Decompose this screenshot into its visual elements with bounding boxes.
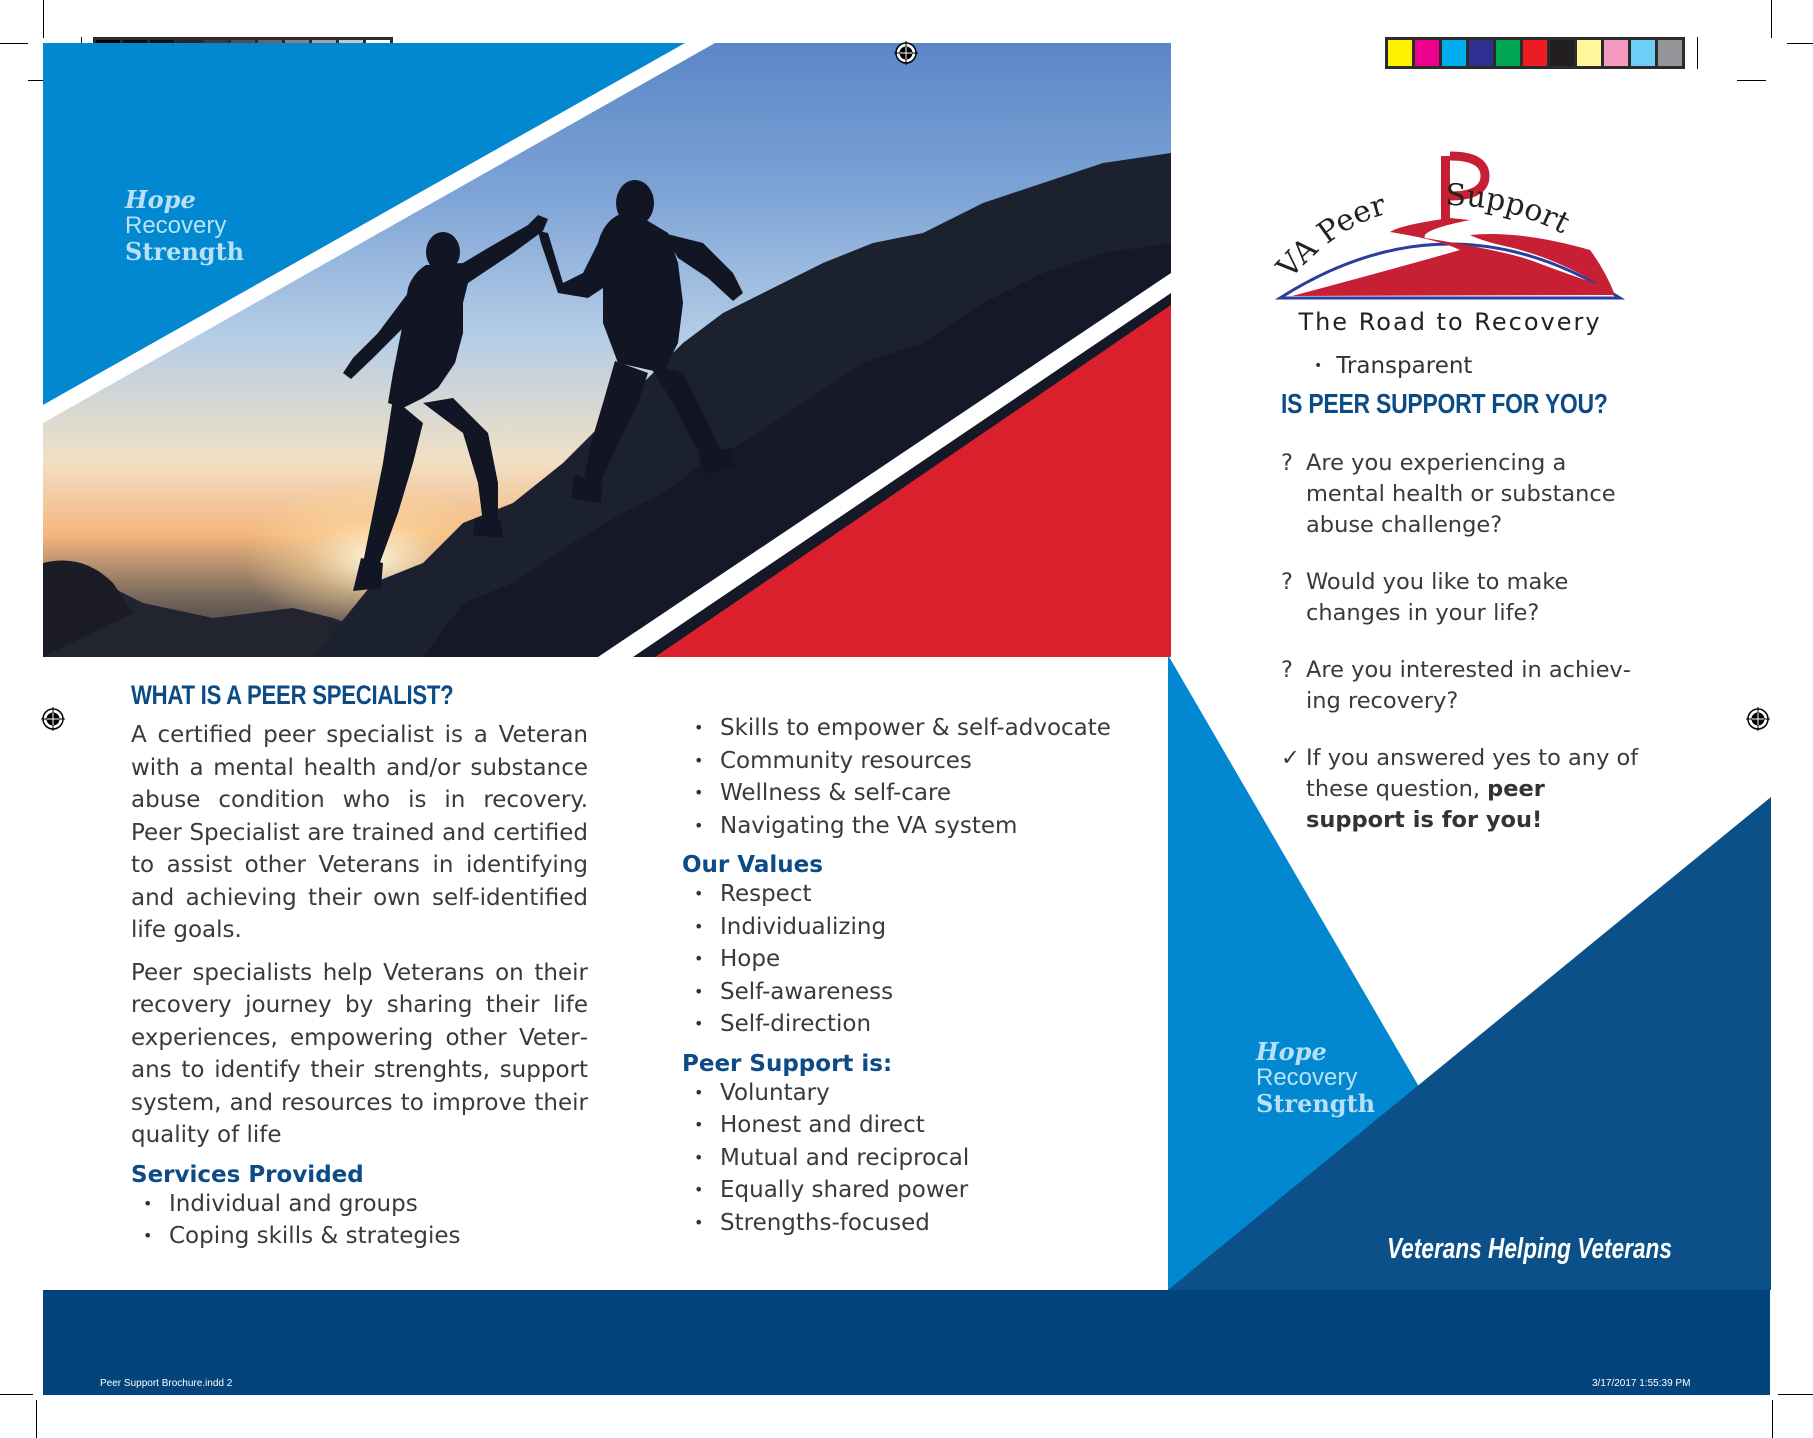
list-item: • Hope: [682, 943, 1122, 976]
list-item: • Navigating the VA system: [682, 810, 1122, 843]
left-panel: [131, 680, 588, 1253]
question-text: Are you experiencing a mental health or substance abuse challenge?: [1306, 450, 1616, 538]
question-mark-icon: ?: [1281, 450, 1293, 476]
logo-support-text: Support: [1444, 177, 1576, 242]
color-calibration-bar: [1385, 37, 1685, 69]
tagline-strength: Strength: [1256, 1089, 1376, 1118]
decorative-shapes: [43, 43, 1171, 657]
tagline-recovery: Recovery: [1256, 1064, 1358, 1091]
list-item: • Individual and groups: [131, 1188, 588, 1221]
services-list-continued: [682, 712, 1122, 842]
services-list: [131, 1188, 588, 1253]
crop-mark: [43, 0, 44, 38]
list-item: • Strengths-focused: [682, 1207, 1122, 1240]
list-item: • Wellness & self-care: [682, 777, 1122, 810]
crop-mark: [0, 43, 28, 44]
va-peer-support-logo: [1270, 150, 1630, 340]
question-text: Are you interested in achieving recovery?: [1306, 657, 1631, 714]
bullet-text: Transparent: [1336, 353, 1473, 379]
registration-mark-icon: [894, 41, 918, 65]
bullet-icon: •: [1314, 358, 1323, 374]
conclusion-item: [1281, 743, 1641, 836]
tagline-hope: Hope: [1256, 1037, 1327, 1066]
peer-support-is-heading: Peer Support is:: [682, 1050, 893, 1077]
crop-mark: [1771, 0, 1772, 38]
values-list: [682, 878, 1122, 1041]
our-values-heading: Our Values: [682, 852, 823, 878]
is-peer-support-for-you-heading: IS PEER SUPPORT FOR YOU?: [1281, 388, 1608, 419]
list-item: • Individualizing: [682, 911, 1122, 944]
list-item: • Voluntary: [682, 1077, 1122, 1110]
question-mark-icon: ?: [1281, 569, 1293, 595]
logo-va-peer-text: VA Peer: [1270, 187, 1390, 286]
list-item: • Honest and direct: [682, 1109, 1122, 1142]
list-item: • Self-awareness: [682, 976, 1122, 1009]
color-swatch: [1388, 40, 1412, 66]
hero-banner: [43, 43, 1171, 657]
crop-mark: [1787, 43, 1813, 44]
list-item: • Community resources: [682, 745, 1122, 778]
tagline-hope: Hope: [125, 185, 196, 214]
peer-specialist-paragraph-2: Peer specialists help Veterans on their recovery journey by sharing their life experiences, empowering other Veterans to identify their strenghts, support system, and resources to improve their quality of life: [131, 959, 588, 1148]
tagline-recovery: Recovery: [125, 212, 227, 239]
color-swatch: [1469, 40, 1493, 66]
question-text: Would you like to make changes in your life?: [1306, 569, 1569, 626]
color-swatch: [1631, 40, 1655, 66]
questions-list: [1281, 448, 1641, 862]
color-swatch: [1415, 40, 1439, 66]
right-hope-recovery-strength-tagline: [1256, 1037, 1376, 1118]
crop-mark: [1772, 1400, 1773, 1438]
crop-mark: [1697, 37, 1698, 69]
peer-specialist-heading: WHAT IS A PEER SPECIALIST?: [131, 680, 454, 710]
list-item: • Respect: [682, 878, 1122, 911]
color-swatch: [1604, 40, 1628, 66]
color-swatch: [1442, 40, 1466, 66]
color-swatch: [1577, 40, 1601, 66]
conclusion-emphasis: peer support is for you!: [1306, 776, 1545, 833]
services-provided-heading: Services Provided: [131, 1161, 364, 1188]
crop-mark: [1778, 1394, 1813, 1395]
peer-specialist-paragraph-1: A certified peer specialist is a Veteran with a mental health and/or substance abuse condition who is in recovery. Peer Specialist are trained and certified to assist other Veterans in identifying and achieving their own self-identified life goals.: [131, 722, 588, 943]
print-timestamp: 3/17/2017 1:55:39 PM: [1592, 1378, 1691, 1389]
list-item: • Mutual and reciprocal: [682, 1142, 1122, 1175]
crop-mark: [1737, 80, 1766, 81]
question-item: [1281, 448, 1641, 541]
conclusion-text: If you answered yes to any of these question,: [1306, 745, 1639, 802]
color-swatch: [1523, 40, 1547, 66]
list-item: • Coping skills & strategies: [131, 1220, 588, 1253]
crop-mark: [0, 1394, 33, 1395]
file-slug: Peer Support Brochure.indd 2: [100, 1378, 233, 1389]
svg-text:Support: [1445, 178, 1575, 241]
peer-support-list: [682, 1077, 1122, 1240]
tagline-strength: Strength: [125, 237, 245, 266]
logo-subtitle: The Road to Recovery: [1298, 308, 1602, 336]
list-item: • Self-direction: [682, 1008, 1122, 1041]
color-swatch: [1658, 40, 1682, 66]
color-swatch: [1496, 40, 1520, 66]
stray-bullet-transparent: [1314, 353, 1472, 379]
question-mark-icon: ?: [1281, 657, 1293, 683]
color-swatch: [1550, 40, 1574, 66]
footer-band: [43, 1290, 1770, 1395]
question-item: [1281, 655, 1641, 717]
hope-recovery-strength-tagline: [125, 185, 245, 266]
question-item: [1281, 567, 1641, 629]
middle-panel: [682, 712, 1122, 1239]
list-item: • Skills to empower & self-advocate: [682, 712, 1122, 745]
list-item: • Equally shared power: [682, 1174, 1122, 1207]
crop-mark: [36, 1400, 37, 1438]
checkmark-icon: ✓: [1281, 745, 1300, 771]
veterans-helping-veterans-motto: Veterans Helping Veterans: [1387, 1233, 1672, 1265]
registration-mark-icon: [41, 707, 65, 731]
